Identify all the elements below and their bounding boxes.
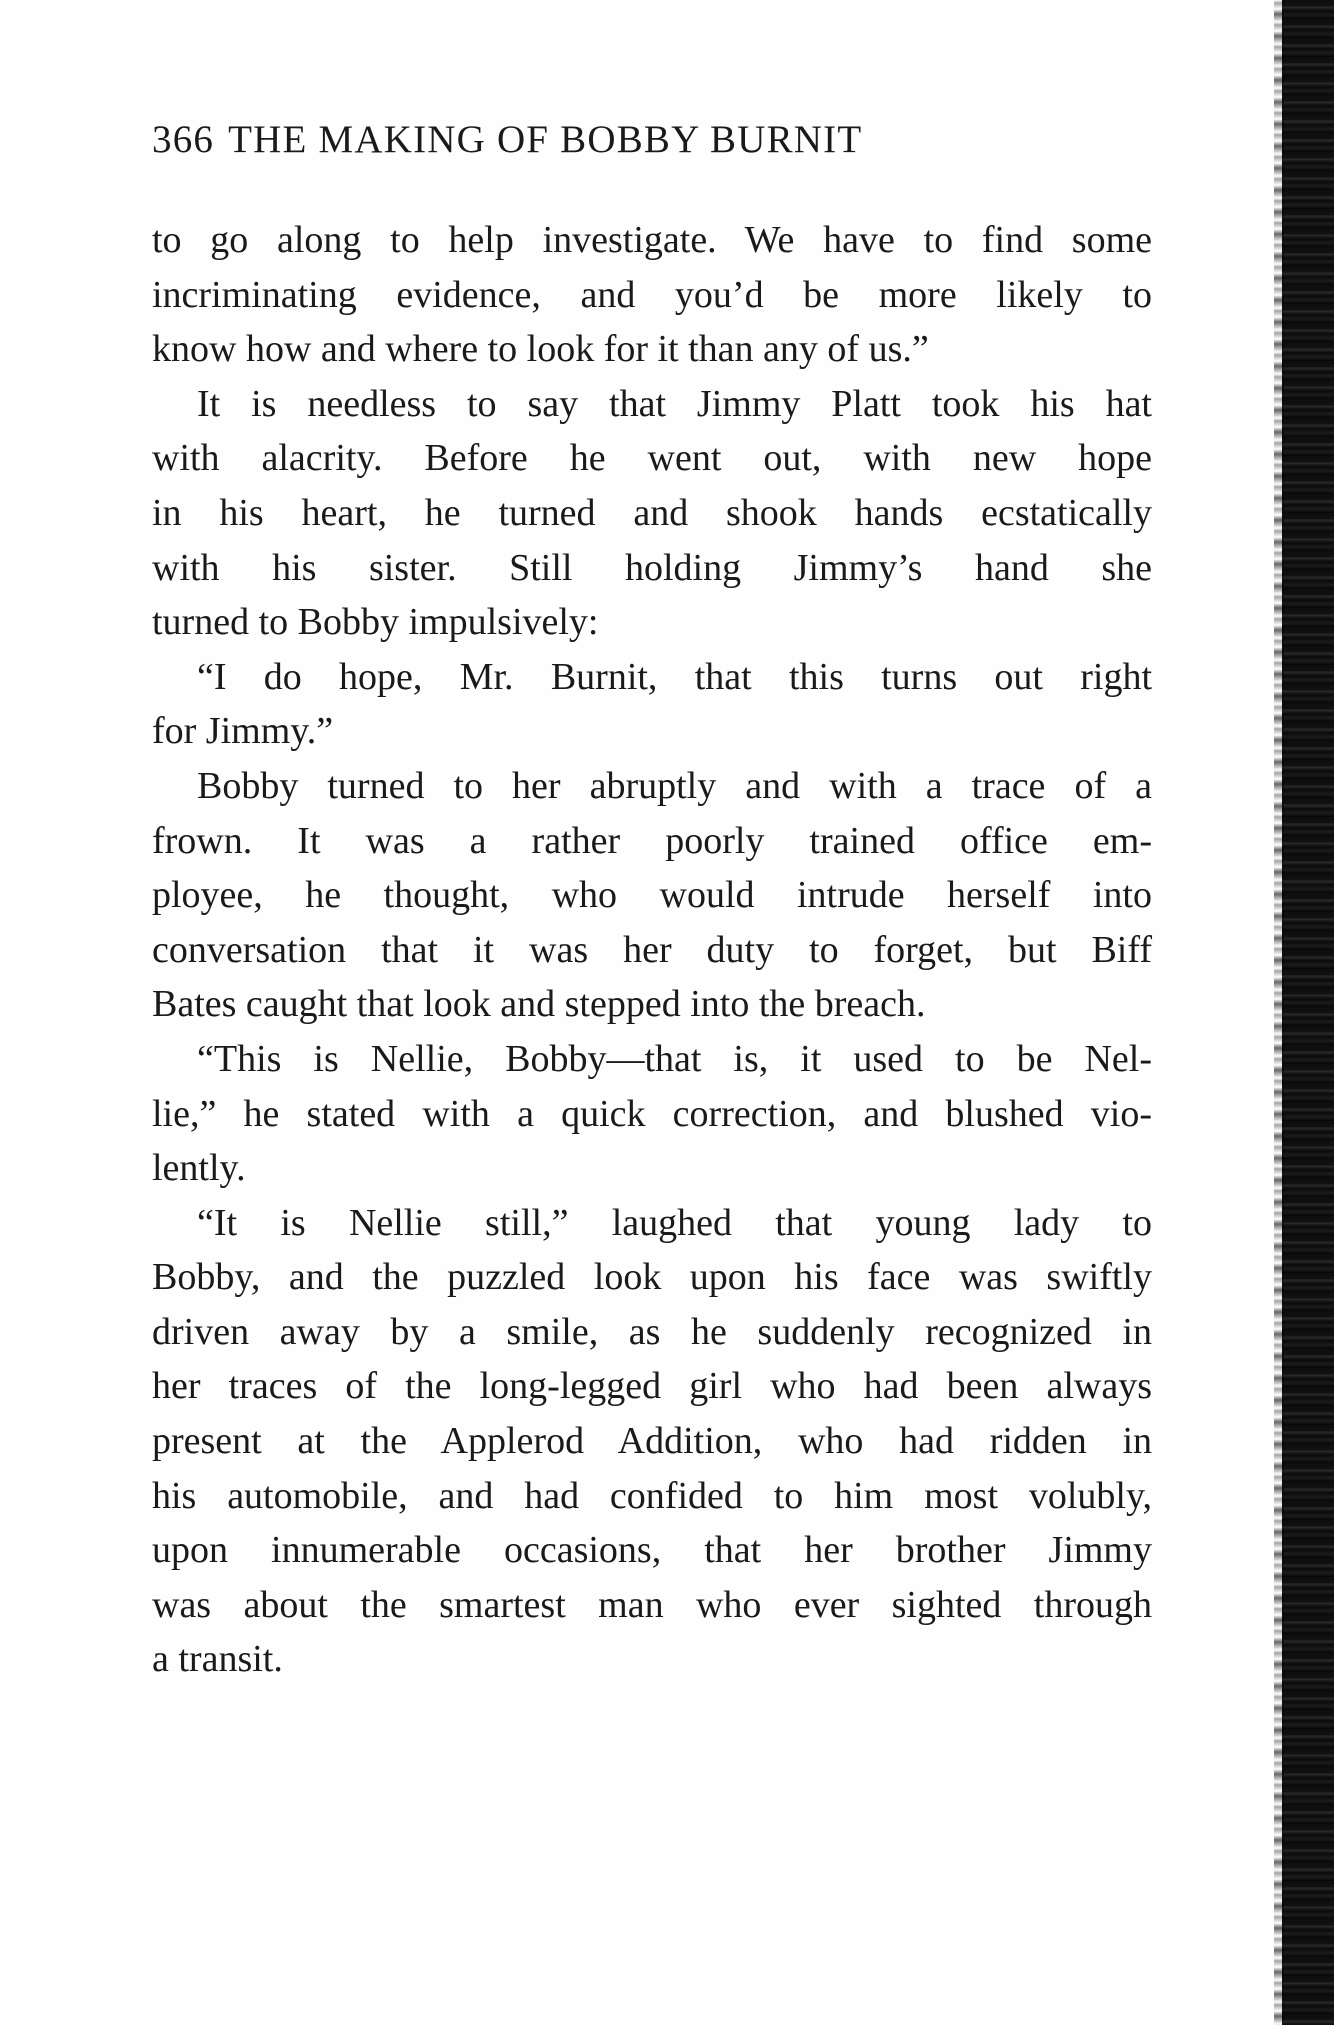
text-line: in his heart, he turned and shook hands ecstatically bbox=[152, 491, 1152, 534]
text-line: know how and where to look for it than any of us.” bbox=[152, 328, 929, 371]
text-line: Bates caught that look and stepped into the breach. bbox=[152, 983, 926, 1026]
text-line: lie,” he stated with a quick correction, and blushed vio- bbox=[152, 1092, 1152, 1135]
paragraph-first-line: “This is Nellie, Bobby—that is, it used to be Nel- bbox=[197, 1037, 1152, 1080]
text-line: driven away by a smile, as he suddenly recognized in bbox=[152, 1310, 1152, 1353]
paragraph-first-line: Bobby turned to her abruptly and with a trace of a bbox=[197, 764, 1152, 807]
text-line: frown. It was a rather poorly trained office em- bbox=[152, 819, 1152, 862]
text-line: ployee, he thought, who would intrude herself into bbox=[152, 874, 1152, 917]
text-line: his automobile, and had confided to him most volubly, bbox=[152, 1474, 1152, 1517]
text-line: incriminating evidence, and you’d be more likely to bbox=[152, 273, 1152, 316]
body-text bbox=[152, 213, 1152, 1687]
text-line: lently. bbox=[152, 1147, 246, 1190]
text-line: for Jimmy.” bbox=[152, 710, 334, 753]
text-line: to go along to help investigate. We have to find some bbox=[152, 219, 1152, 261]
paragraph-first-line: “I do hope, Mr. Burnit, that this turns out right bbox=[197, 655, 1152, 698]
text-line: upon innumerable occasions, that her brother Jimmy bbox=[152, 1529, 1152, 1572]
text-line: Bobby, and the puzzled look upon his face was swiftly bbox=[152, 1256, 1152, 1299]
text-line: with alacrity. Before he went out, with new hope bbox=[152, 437, 1152, 480]
text-line: her traces of the long-legged girl who had been always bbox=[152, 1365, 1152, 1408]
page-binding-shadow bbox=[1282, 0, 1334, 2025]
text-line: was about the smartest man who ever sighted through bbox=[152, 1583, 1152, 1626]
text-line: present at the Applerod Addition, who had ridden in bbox=[152, 1420, 1152, 1463]
text-line: a transit. bbox=[152, 1638, 283, 1681]
running-title: THE MAKING OF BOBBY BURNIT bbox=[228, 118, 863, 161]
running-head bbox=[152, 112, 1152, 168]
page-number: 366 bbox=[152, 118, 215, 161]
paragraph-first-line: It is needless to say that Jimmy Platt took his hat bbox=[197, 382, 1152, 425]
text-line: turned to Bobby impulsively: bbox=[152, 601, 599, 644]
paragraph-first-line: “It is Nellie still,” laughed that young lady to bbox=[197, 1201, 1152, 1244]
text-line: with his sister. Still holding Jimmy’s hand she bbox=[152, 546, 1152, 589]
text-line: conversation that it was her duty to forget, but Biff bbox=[152, 928, 1152, 971]
